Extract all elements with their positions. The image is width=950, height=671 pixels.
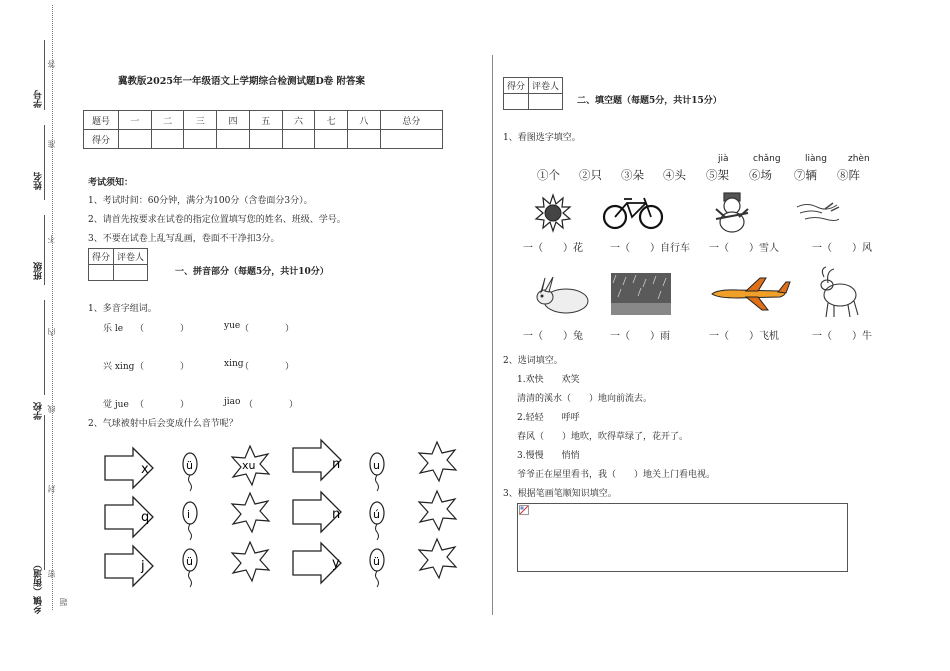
balloon-letter: ü [373,555,380,568]
balloon-letter: ü [186,459,193,472]
page-divider [492,55,493,615]
notice-item: 2、请首先按要求在试卷的指定位置填写您的姓名、班级、学号。 [88,215,346,225]
fill-blank-item[interactable]: 一（ ）花 [523,243,583,254]
grader-box-section1 [88,248,148,281]
page-title: 冀教版2025年一年级语文上学期综合检测试题D卷 附答案 [118,76,365,87]
arrow-letter: x [141,462,149,477]
fill-row [523,239,872,254]
fill-blank-item[interactable]: 一（ ）自行车 [610,243,690,254]
polyphone-b: jiao [224,397,241,407]
figure-right-row [293,491,456,540]
star-shape [232,493,269,532]
arrow-letter: n [332,457,341,472]
grader-reviewer-cell[interactable] [114,265,148,281]
score-table-header: 题号 [84,111,119,130]
polyphone-b: xing [224,359,244,369]
score-table-header: 七 [315,111,348,130]
pinyin-label: jià [718,154,729,164]
sentence-blank[interactable]: 春风（ ）地吹，吹得草绿了，花开了。 [517,432,689,442]
figure-left-row [105,542,269,587]
snowman-image [711,191,755,233]
arrow-letter: n [332,507,341,522]
grader-score-cell[interactable] [504,94,529,110]
rabbit-image [533,275,593,315]
star-text: xu [242,459,256,472]
notice-title: 考试须知： [88,178,134,188]
score-table-header: 五 [249,111,282,130]
cut-mark: 不 [47,235,56,243]
binding-label-school: 学校 [34,402,44,420]
cut-mark: 题 [59,598,68,606]
cut-mark: 封 [47,485,56,493]
score-table-header: 六 [282,111,315,130]
figure-left-row [105,446,269,491]
polyphone-a: 乐 le [103,324,124,334]
pinyin-label: zhèn [848,154,870,164]
sentence-blank[interactable]: 清清的溪水（ ）地向前流去。 [517,394,653,404]
bicycle-image [602,193,664,231]
score-cell[interactable] [282,130,315,149]
answer-blank[interactable]: （ ） [135,362,190,372]
option: ④头 [663,168,686,182]
stroke-order-image-box [517,503,848,572]
answer-blank[interactable]: （ ） [244,400,299,410]
grader-box-section2 [503,77,563,110]
option: ⑧阵 [837,168,860,182]
arrow-shape [105,546,153,586]
broken-image-icon [519,505,529,515]
score-table-score-row [84,130,443,149]
wind-image [795,197,845,227]
binding-label-class: 班级 [34,262,44,280]
arrow-balloon-figure [100,435,470,595]
star-shape [419,491,456,530]
grader-score-label: 得分 [504,78,529,94]
fill-blank-item[interactable]: 一（ ）风 [812,243,872,254]
s2-q3-prompt: 3、根据笔画笔顺知识填空。 [503,489,617,499]
word-choice: 1.欢快 欢笑 [517,375,580,385]
answer-blank[interactable]: （ ） [240,362,295,372]
score-table [83,110,443,149]
option: ③朵 [621,168,644,182]
sentence-blank[interactable]: 爷爷正在屋里看书，我（ ）地关上门看电视。 [517,470,716,480]
figure-right-row [293,539,456,587]
fill-blank-item[interactable]: 一（ ）飞机 [709,331,779,342]
binding-dotted-line [52,5,53,610]
score-table-header: 三 [184,111,217,130]
cut-mark: 内 [47,328,56,336]
fill-blank-item[interactable]: 一（ ）兔 [523,331,583,342]
star-shape [419,539,456,578]
s1-q2-prompt: 2、气球被射中后会变成什么音节呢？ [88,419,238,429]
answer-blank[interactable]: （ ） [135,400,190,410]
fill-blank-item[interactable]: 一（ ）雨 [610,331,670,342]
pinyin-label: liàng [805,154,827,164]
cut-mark: 答 [47,60,56,68]
fill-blank-item[interactable]: 一（ ）牛 [812,331,872,342]
rain-image [611,273,671,315]
grader-score-label: 得分 [89,249,114,265]
airplane-image [708,276,792,312]
score-cell[interactable] [184,130,217,149]
binding-margin [0,0,75,671]
grader-reviewer-cell[interactable] [529,94,563,110]
polyphone-a: 觉 jue [103,400,129,410]
answer-blank[interactable]: （ ） [240,324,295,334]
word-choice: 2.轻轻 呼呼 [517,413,580,423]
score-table-header: 四 [217,111,250,130]
score-cell[interactable] [380,130,442,149]
option: ①个 [537,168,560,182]
word-choice: 3.慢慢 悄悄 [517,451,580,461]
s2-q2-prompt: 2、选词填空。 [503,356,563,366]
score-row-label: 得分 [84,130,119,149]
fill-row [523,327,872,342]
option: ⑥场 [749,168,772,182]
cut-mark: 密 [47,570,56,578]
score-cell[interactable] [249,130,282,149]
pinyin-label: chǎng [753,154,781,164]
star-shape [419,442,456,481]
option: ⑤架 [706,168,729,182]
grader-reviewer-label: 评卷人 [114,249,148,265]
cut-mark: 准 [47,140,56,148]
s2-q1-prompt: 1、看图选字填空。 [503,133,581,143]
polyphone-b: yue [224,321,241,331]
score-cell[interactable] [119,130,152,149]
flower-image [533,193,573,233]
balloon-letter: ú [373,508,380,521]
score-table-header: 二 [151,111,184,130]
binding-label-student-id: 学号 [34,90,44,108]
arrow-letter: y [332,556,340,571]
option: ⑦辆 [794,168,817,182]
notice-item: 1、考试时间：60分钟，满分为100分（含卷面分3分）。 [88,196,313,206]
measure-word-options [537,167,860,183]
ox-image [818,263,866,319]
arrow-letter: q [141,510,150,525]
score-table-header: 八 [348,111,381,130]
balloon-letter: u [373,459,380,472]
figure-right-row [293,440,456,491]
balloon-letter: i [187,508,191,521]
star-shape [232,542,269,581]
score-cell[interactable] [348,130,381,149]
section2-title: 二、填空题（每题5分，共计15分） [577,96,722,106]
score-table-header: 总分 [380,111,442,130]
score-cell[interactable] [315,130,348,149]
figure-left-row [105,493,269,540]
polyphone-a: 兴 xing [103,362,135,372]
notice-item: 3、不要在试卷上乱写乱画，卷面不干净扣3分。 [88,234,280,244]
section1-title: 一、拼音部分（每题5分，共计10分） [175,267,329,277]
option: ②只 [579,168,602,182]
arrow-letter: j [141,559,145,574]
binding-label-township: 乡镇（街道） [34,560,44,614]
binding-label-name: 姓名 [34,172,44,190]
score-table-header: 一 [119,111,152,130]
s1-q1-prompt: 1、多音字组词。 [88,304,157,314]
score-cell[interactable] [151,130,184,149]
grader-reviewer-label: 评卷人 [529,78,563,94]
cut-mark: 线 [47,405,56,413]
score-cell[interactable] [217,130,250,149]
fill-blank-item[interactable]: 一（ ）雪人 [709,243,779,254]
grader-score-cell[interactable] [89,265,114,281]
answer-blank[interactable]: （ ） [135,324,190,334]
score-table-header-row [84,111,443,130]
balloon-letter: ü [186,555,193,568]
